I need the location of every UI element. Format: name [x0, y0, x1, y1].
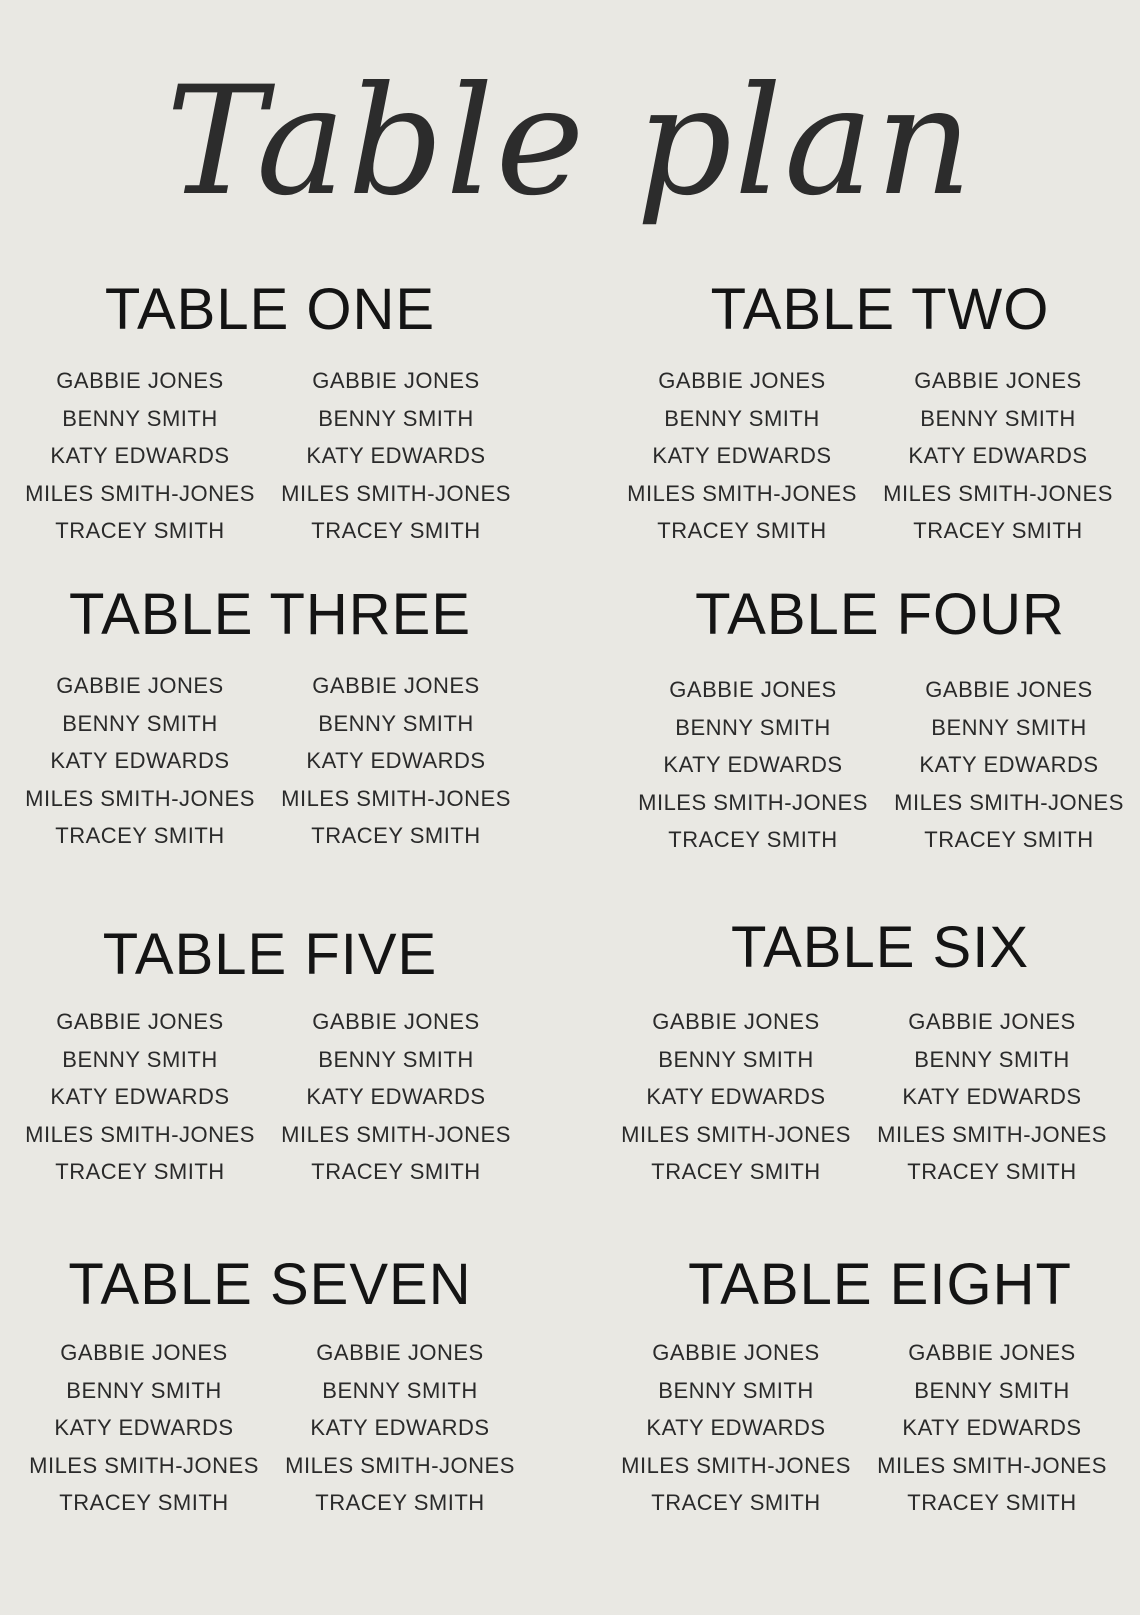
guest-name: MILES SMITH-JONES: [877, 1121, 1107, 1147]
guest-name: GABBIE JONES: [914, 368, 1082, 393]
guest-name: GABBIE JONES: [312, 1009, 480, 1034]
guest-name: MILES SMITH-JONES: [29, 1452, 259, 1478]
guest-column: [276, 1003, 516, 1191]
guest-name: MILES SMITH-JONES: [894, 789, 1124, 815]
guest-name: BENNY SMITH: [658, 1377, 814, 1403]
guest-column: [889, 671, 1129, 859]
guest-column: [276, 667, 516, 855]
guest-name: KATY EDWARDS: [646, 1084, 826, 1109]
guest-name: TRACEY SMITH: [55, 823, 225, 848]
guest-name: KATY EDWARDS: [54, 1415, 234, 1440]
table-heading: TABLE FIVE: [102, 922, 438, 987]
table-block: [600, 582, 1140, 885]
guest-name: KATY EDWARDS: [50, 1084, 230, 1109]
guest-name: GABBIE JONES: [56, 368, 224, 393]
guest-name: MILES SMITH-JONES: [638, 789, 868, 815]
guest-column: [280, 1334, 520, 1522]
guest-column: [872, 1003, 1112, 1191]
guest-name: MILES SMITH-JONES: [281, 480, 511, 506]
guest-name: KATY EDWARDS: [663, 752, 843, 777]
guest-name: BENNY SMITH: [322, 1377, 478, 1403]
guest-name: BENNY SMITH: [62, 710, 218, 736]
guest-name: KATY EDWARDS: [902, 1415, 1082, 1440]
guest-name: BENNY SMITH: [318, 710, 474, 736]
guest-name: GABBIE JONES: [658, 368, 826, 393]
guest-name: GABBIE JONES: [316, 1340, 484, 1365]
script-title-lettering: [0, 28, 1140, 258]
guest-name: GABBIE JONES: [669, 677, 837, 702]
guest-name: BENNY SMITH: [66, 1377, 222, 1403]
guest-name: TRACEY SMITH: [907, 1490, 1077, 1515]
guest-name: KATY EDWARDS: [919, 752, 1099, 777]
guest-name: KATY EDWARDS: [50, 748, 230, 773]
guest-column: [872, 1334, 1112, 1522]
guest-name: MILES SMITH-JONES: [281, 785, 511, 811]
guest-name: GABBIE JONES: [56, 1009, 224, 1034]
guest-column: [633, 671, 873, 859]
table-block: [0, 922, 540, 1225]
guest-name: GABBIE JONES: [908, 1340, 1076, 1365]
page-title: [0, 28, 1140, 258]
table-heading: TABLE TWO: [710, 277, 1050, 342]
table-heading: TABLE FOUR: [695, 582, 1065, 647]
guest-name: TRACEY SMITH: [315, 1490, 485, 1515]
guest-name: KATY EDWARDS: [306, 748, 486, 773]
guest-name: MILES SMITH-JONES: [285, 1452, 515, 1478]
guest-name: MILES SMITH-JONES: [281, 1121, 511, 1147]
guest-name: BENNY SMITH: [318, 405, 474, 431]
guest-name: GABBIE JONES: [56, 673, 224, 698]
guest-name: MILES SMITH-JONES: [25, 1121, 255, 1147]
table-block: [0, 1252, 540, 1555]
guest-name: MILES SMITH-JONES: [25, 480, 255, 506]
guest-name: GABBIE JONES: [312, 368, 480, 393]
guest-name: KATY EDWARDS: [306, 1084, 486, 1109]
guest-column: [622, 362, 862, 550]
guest-name: TRACEY SMITH: [311, 518, 481, 543]
guest-name: MILES SMITH-JONES: [877, 1452, 1107, 1478]
guest-column: [20, 1003, 260, 1191]
guest-name: MILES SMITH-JONES: [627, 480, 857, 506]
table-heading: TABLE THREE: [68, 582, 472, 647]
table-block: [600, 277, 1140, 580]
guest-name: TRACEY SMITH: [651, 1159, 821, 1184]
guest-column: [20, 667, 260, 855]
guest-name: BENNY SMITH: [675, 714, 831, 740]
guest-name: TRACEY SMITH: [907, 1159, 1077, 1184]
guest-name: TRACEY SMITH: [651, 1490, 821, 1515]
guest-name: TRACEY SMITH: [311, 823, 481, 848]
guest-name: MILES SMITH-JONES: [621, 1452, 851, 1478]
guest-name: MILES SMITH-JONES: [883, 480, 1113, 506]
guest-name: KATY EDWARDS: [310, 1415, 490, 1440]
guest-name: GABBIE JONES: [908, 1009, 1076, 1034]
guest-name: TRACEY SMITH: [924, 827, 1094, 852]
guest-column: [616, 1003, 856, 1191]
guest-name: MILES SMITH-JONES: [25, 785, 255, 811]
guest-name: GABBIE JONES: [652, 1340, 820, 1365]
guest-name: TRACEY SMITH: [55, 518, 225, 543]
guest-name: GABBIE JONES: [652, 1009, 820, 1034]
guest-column: [276, 362, 516, 550]
guest-name: BENNY SMITH: [920, 405, 1076, 431]
guest-name: GABBIE JONES: [312, 673, 480, 698]
guest-name: KATY EDWARDS: [306, 443, 486, 468]
guest-name: BENNY SMITH: [914, 1046, 1070, 1072]
table-block: [0, 582, 540, 885]
guest-column: [24, 1334, 264, 1522]
guest-name: BENNY SMITH: [914, 1377, 1070, 1403]
guest-name: KATY EDWARDS: [652, 443, 832, 468]
guest-name: TRACEY SMITH: [55, 1159, 225, 1184]
guest-name: TRACEY SMITH: [913, 518, 1083, 543]
guest-name: BENNY SMITH: [62, 1046, 218, 1072]
guest-name: GABBIE JONES: [60, 1340, 228, 1365]
guest-name: TRACEY SMITH: [668, 827, 838, 852]
guest-column: [20, 362, 260, 550]
guest-name: TRACEY SMITH: [59, 1490, 229, 1515]
guest-name: KATY EDWARDS: [646, 1415, 826, 1440]
table-block: [0, 277, 540, 580]
guest-column: [878, 362, 1118, 550]
guest-name: MILES SMITH-JONES: [621, 1121, 851, 1147]
guest-name: BENNY SMITH: [658, 1046, 814, 1072]
guest-name: GABBIE JONES: [925, 677, 1093, 702]
table-block: [600, 915, 1140, 1218]
guest-name: TRACEY SMITH: [311, 1159, 481, 1184]
guest-column: [616, 1334, 856, 1522]
guest-name: KATY EDWARDS: [908, 443, 1088, 468]
guest-name: KATY EDWARDS: [902, 1084, 1082, 1109]
title-text: Table plan: [165, 55, 975, 229]
table-heading: TABLE SEVEN: [68, 1252, 472, 1317]
table-heading: TABLE SIX: [730, 915, 1030, 980]
guest-name: KATY EDWARDS: [50, 443, 230, 468]
table-block: [600, 1252, 1140, 1555]
guest-name: BENNY SMITH: [62, 405, 218, 431]
guest-name: TRACEY SMITH: [657, 518, 827, 543]
guest-name: BENNY SMITH: [664, 405, 820, 431]
guest-name: BENNY SMITH: [318, 1046, 474, 1072]
table-heading: TABLE ONE: [104, 277, 436, 342]
table-heading: TABLE EIGHT: [688, 1252, 1072, 1317]
guest-name: BENNY SMITH: [931, 714, 1087, 740]
